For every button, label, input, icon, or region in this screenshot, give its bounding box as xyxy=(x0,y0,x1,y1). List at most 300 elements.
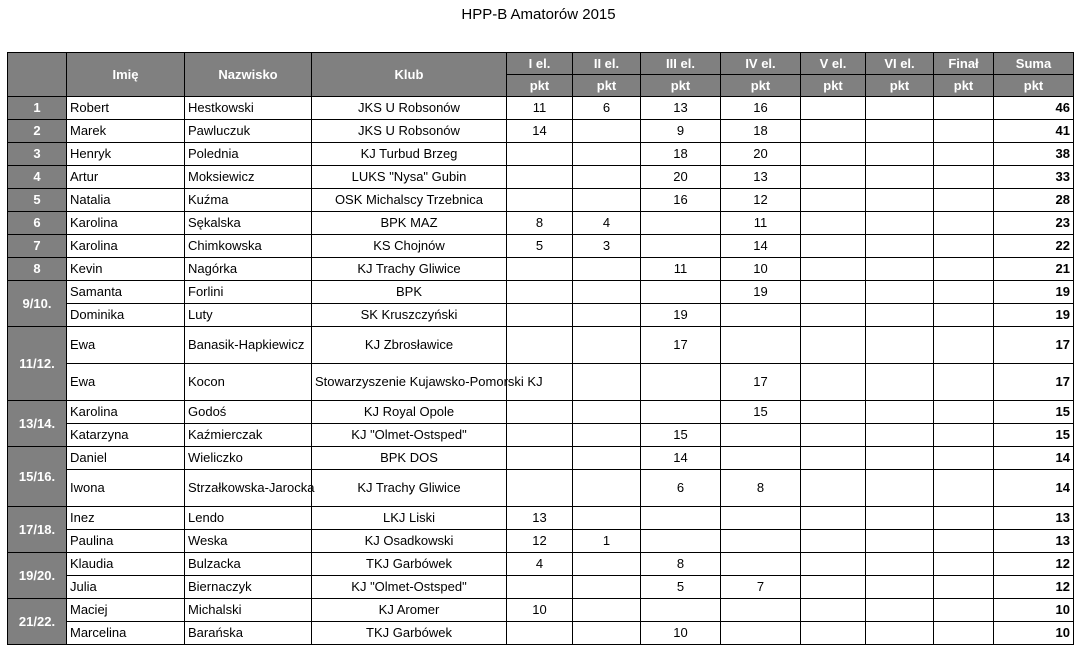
klub-cell: KJ Turbud Brzeg xyxy=(312,143,507,166)
e4-cell: 17 xyxy=(721,364,801,401)
empty-cell xyxy=(801,530,866,553)
e1-cell xyxy=(507,166,573,189)
empty-cell xyxy=(801,401,866,424)
rank-cell: 13/14. xyxy=(8,401,67,447)
e4-cell: 18 xyxy=(721,120,801,143)
e4-cell xyxy=(721,553,801,576)
e3-cell: 18 xyxy=(641,143,721,166)
klub-cell: BPK xyxy=(312,281,507,304)
e2-cell xyxy=(573,258,641,281)
e4-cell: 11 xyxy=(721,212,801,235)
e2-cell: 6 xyxy=(573,97,641,120)
header-pkt: pkt xyxy=(507,75,573,97)
imie-cell: Robert xyxy=(67,97,185,120)
e2-cell xyxy=(573,553,641,576)
e2-cell xyxy=(573,424,641,447)
imie-cell: Kevin xyxy=(67,258,185,281)
e3-cell: 11 xyxy=(641,258,721,281)
suma-cell: 46 xyxy=(994,97,1074,120)
empty-cell xyxy=(801,599,866,622)
empty-cell xyxy=(801,189,866,212)
imie-cell: Dominika xyxy=(67,304,185,327)
klub-cell: KS Chojnów xyxy=(312,235,507,258)
table-row xyxy=(8,327,1074,364)
header-e6: VI el. xyxy=(866,53,934,75)
klub-cell: KJ Royal Opole xyxy=(312,401,507,424)
header-final: Finał xyxy=(934,53,994,75)
rank-cell: 6 xyxy=(8,212,67,235)
imie-cell: Marek xyxy=(67,120,185,143)
e4-cell: 14 xyxy=(721,235,801,258)
e3-cell xyxy=(641,530,721,553)
empty-cell xyxy=(801,235,866,258)
table-row xyxy=(8,166,1074,189)
e3-cell: 17 xyxy=(641,327,721,364)
empty-cell xyxy=(866,212,934,235)
header-nazwisko: Nazwisko xyxy=(185,53,312,97)
imie-cell: Artur xyxy=(67,166,185,189)
e3-cell: 5 xyxy=(641,576,721,599)
empty-cell xyxy=(801,424,866,447)
nazwisko-cell: Polednia xyxy=(185,143,312,166)
empty-cell xyxy=(801,212,866,235)
e1-cell xyxy=(507,258,573,281)
e1-cell xyxy=(507,470,573,507)
empty-cell xyxy=(934,258,994,281)
e4-cell xyxy=(721,447,801,470)
suma-cell: 23 xyxy=(994,212,1074,235)
e3-cell xyxy=(641,235,721,258)
header-rank xyxy=(8,53,67,97)
empty-cell xyxy=(934,530,994,553)
table-row xyxy=(8,97,1074,120)
nazwisko-cell: Hestkowski xyxy=(185,97,312,120)
empty-cell xyxy=(934,189,994,212)
header-pkt: pkt xyxy=(641,75,721,97)
table-row xyxy=(8,212,1074,235)
nazwisko-cell: Kaźmierczak xyxy=(185,424,312,447)
klub-cell: OSK Michalscy Trzebnica xyxy=(312,189,507,212)
empty-cell xyxy=(934,304,994,327)
empty-cell xyxy=(866,447,934,470)
results-table xyxy=(7,52,1074,645)
e3-cell: 14 xyxy=(641,447,721,470)
e3-cell: 15 xyxy=(641,424,721,447)
e2-cell xyxy=(573,576,641,599)
suma-cell: 10 xyxy=(994,599,1074,622)
klub-cell: KJ Aromer xyxy=(312,599,507,622)
header-pkt: pkt xyxy=(573,75,641,97)
e2-cell: 4 xyxy=(573,212,641,235)
table-row xyxy=(8,304,1074,327)
empty-cell xyxy=(866,143,934,166)
e4-cell: 16 xyxy=(721,97,801,120)
e2-cell xyxy=(573,120,641,143)
empty-cell xyxy=(934,507,994,530)
imie-cell: Maciej xyxy=(67,599,185,622)
empty-cell xyxy=(801,576,866,599)
table-row xyxy=(8,507,1074,530)
table-row xyxy=(8,447,1074,470)
header-pkt: pkt xyxy=(721,75,801,97)
empty-cell xyxy=(934,212,994,235)
empty-cell xyxy=(934,576,994,599)
e1-cell: 13 xyxy=(507,507,573,530)
e3-cell: 6 xyxy=(641,470,721,507)
nazwisko-cell: Moksiewicz xyxy=(185,166,312,189)
empty-cell xyxy=(934,401,994,424)
imie-cell: Katarzyna xyxy=(67,424,185,447)
e1-cell: 5 xyxy=(507,235,573,258)
suma-cell: 41 xyxy=(994,120,1074,143)
empty-cell xyxy=(866,364,934,401)
header-pkt: pkt xyxy=(801,75,866,97)
empty-cell xyxy=(866,281,934,304)
empty-cell xyxy=(801,447,866,470)
imie-cell: Karolina xyxy=(67,401,185,424)
suma-cell: 14 xyxy=(994,447,1074,470)
table-row xyxy=(8,424,1074,447)
empty-cell xyxy=(866,258,934,281)
nazwisko-cell: Lendo xyxy=(185,507,312,530)
e1-cell: 4 xyxy=(507,553,573,576)
e2-cell xyxy=(573,599,641,622)
table-row xyxy=(8,576,1074,599)
klub-cell: SK Kruszczyński xyxy=(312,304,507,327)
header-pkt: pkt xyxy=(994,75,1074,97)
rank-cell: 7 xyxy=(8,235,67,258)
empty-cell xyxy=(866,97,934,120)
suma-cell: 21 xyxy=(994,258,1074,281)
nazwisko-cell: Strzałkowska-Jarocka xyxy=(185,470,312,507)
empty-cell xyxy=(934,622,994,645)
table-row xyxy=(8,401,1074,424)
empty-cell xyxy=(801,364,866,401)
nazwisko-cell: Banasik-Hapkiewicz xyxy=(185,327,312,364)
e1-cell xyxy=(507,447,573,470)
klub-cell: BPK DOS xyxy=(312,447,507,470)
table-row xyxy=(8,235,1074,258)
table-row xyxy=(8,470,1074,507)
suma-cell: 22 xyxy=(994,235,1074,258)
header-suma: Suma xyxy=(994,53,1074,75)
empty-cell xyxy=(934,364,994,401)
rank-cell: 5 xyxy=(8,189,67,212)
e2-cell xyxy=(573,327,641,364)
rank-cell: 8 xyxy=(8,258,67,281)
empty-cell xyxy=(934,553,994,576)
nazwisko-cell: Forlini xyxy=(185,281,312,304)
e3-cell xyxy=(641,401,721,424)
imie-cell: Julia xyxy=(67,576,185,599)
empty-cell xyxy=(934,143,994,166)
klub-cell: Stowarzyszenie Kujawsko-Pomorski KJ xyxy=(312,364,507,401)
rank-cell: 9/10. xyxy=(8,281,67,327)
suma-cell: 12 xyxy=(994,576,1074,599)
e1-cell xyxy=(507,327,573,364)
empty-cell xyxy=(866,622,934,645)
e4-cell: 13 xyxy=(721,166,801,189)
empty-cell xyxy=(934,97,994,120)
empty-cell xyxy=(934,447,994,470)
e1-cell: 11 xyxy=(507,97,573,120)
empty-cell xyxy=(934,424,994,447)
e1-cell: 8 xyxy=(507,212,573,235)
e2-cell: 1 xyxy=(573,530,641,553)
e1-cell xyxy=(507,424,573,447)
klub-cell: KJ "Olmet-Ostsped" xyxy=(312,424,507,447)
suma-cell: 12 xyxy=(994,553,1074,576)
suma-cell: 10 xyxy=(994,622,1074,645)
rank-cell: 4 xyxy=(8,166,67,189)
empty-cell xyxy=(801,470,866,507)
suma-cell: 15 xyxy=(994,424,1074,447)
suma-cell: 38 xyxy=(994,143,1074,166)
klub-cell: BPK MAZ xyxy=(312,212,507,235)
e2-cell xyxy=(573,304,641,327)
empty-cell xyxy=(866,530,934,553)
rank-cell: 2 xyxy=(8,120,67,143)
empty-cell xyxy=(866,120,934,143)
e4-cell: 20 xyxy=(721,143,801,166)
e3-cell: 13 xyxy=(641,97,721,120)
klub-cell: KJ Trachy Gliwice xyxy=(312,258,507,281)
e4-cell xyxy=(721,304,801,327)
e2-cell xyxy=(573,166,641,189)
e3-cell: 19 xyxy=(641,304,721,327)
header-klub: Klub xyxy=(312,53,507,97)
imie-cell: Ewa xyxy=(67,327,185,364)
header-e5: V el. xyxy=(801,53,866,75)
table-row xyxy=(8,599,1074,622)
table-row xyxy=(8,553,1074,576)
empty-cell xyxy=(801,97,866,120)
imie-cell: Daniel xyxy=(67,447,185,470)
e3-cell: 10 xyxy=(641,622,721,645)
suma-cell: 28 xyxy=(994,189,1074,212)
e1-cell: 10 xyxy=(507,599,573,622)
nazwisko-cell: Weska xyxy=(185,530,312,553)
empty-cell xyxy=(934,166,994,189)
klub-cell: KJ "Olmet-Ostsped" xyxy=(312,576,507,599)
e3-cell xyxy=(641,599,721,622)
empty-cell xyxy=(801,622,866,645)
rank-cell: 19/20. xyxy=(8,553,67,599)
table-row xyxy=(8,530,1074,553)
e4-cell: 15 xyxy=(721,401,801,424)
e4-cell: 7 xyxy=(721,576,801,599)
e2-cell xyxy=(573,143,641,166)
e2-cell xyxy=(573,364,641,401)
e4-cell xyxy=(721,530,801,553)
nazwisko-cell: Kocon xyxy=(185,364,312,401)
e3-cell xyxy=(641,212,721,235)
rank-cell: 17/18. xyxy=(8,507,67,553)
nazwisko-cell: Bulzacka xyxy=(185,553,312,576)
empty-cell xyxy=(934,120,994,143)
table-row xyxy=(8,189,1074,212)
imie-cell: Samanta xyxy=(67,281,185,304)
klub-cell: KJ Trachy Gliwice xyxy=(312,470,507,507)
empty-cell xyxy=(934,327,994,364)
e1-cell: 14 xyxy=(507,120,573,143)
suma-cell: 33 xyxy=(994,166,1074,189)
imie-cell: Karolina xyxy=(67,212,185,235)
suma-cell: 13 xyxy=(994,507,1074,530)
empty-cell xyxy=(866,553,934,576)
nazwisko-cell: Godoś xyxy=(185,401,312,424)
klub-cell: JKS U Robsonów xyxy=(312,97,507,120)
imie-cell: Marcelina xyxy=(67,622,185,645)
nazwisko-cell: Chimkowska xyxy=(185,235,312,258)
e1-cell xyxy=(507,189,573,212)
e2-cell xyxy=(573,622,641,645)
e3-cell: 16 xyxy=(641,189,721,212)
empty-cell xyxy=(866,576,934,599)
empty-cell xyxy=(934,470,994,507)
table-row xyxy=(8,143,1074,166)
e3-cell: 8 xyxy=(641,553,721,576)
table-row xyxy=(8,364,1074,401)
e3-cell xyxy=(641,281,721,304)
e2-cell xyxy=(573,189,641,212)
header-e3: III el. xyxy=(641,53,721,75)
nazwisko-cell: Wieliczko xyxy=(185,447,312,470)
e4-cell: 10 xyxy=(721,258,801,281)
suma-cell: 13 xyxy=(994,530,1074,553)
e4-cell: 12 xyxy=(721,189,801,212)
e4-cell xyxy=(721,599,801,622)
empty-cell xyxy=(866,235,934,258)
e1-cell xyxy=(507,304,573,327)
e2-cell xyxy=(573,401,641,424)
empty-cell xyxy=(801,327,866,364)
klub-cell: LKJ Liski xyxy=(312,507,507,530)
header-imie: Imię xyxy=(67,53,185,97)
rank-cell: 21/22. xyxy=(8,599,67,645)
empty-cell xyxy=(801,166,866,189)
suma-cell: 19 xyxy=(994,304,1074,327)
suma-cell: 17 xyxy=(994,364,1074,401)
e2-cell: 3 xyxy=(573,235,641,258)
empty-cell xyxy=(934,281,994,304)
imie-cell: Klaudia xyxy=(67,553,185,576)
klub-cell: KJ Zbrosławice xyxy=(312,327,507,364)
klub-cell: KJ Osadkowski xyxy=(312,530,507,553)
results-body xyxy=(8,97,1074,645)
table-row xyxy=(8,281,1074,304)
e4-cell xyxy=(721,622,801,645)
empty-cell xyxy=(934,599,994,622)
e2-cell xyxy=(573,507,641,530)
empty-cell xyxy=(801,304,866,327)
e4-cell: 8 xyxy=(721,470,801,507)
e2-cell xyxy=(573,447,641,470)
empty-cell xyxy=(866,401,934,424)
empty-cell xyxy=(801,258,866,281)
rank-cell: 15/16. xyxy=(8,447,67,507)
suma-cell: 19 xyxy=(994,281,1074,304)
empty-cell xyxy=(866,166,934,189)
klub-cell: LUKS "Nysa" Gubin xyxy=(312,166,507,189)
empty-cell xyxy=(801,120,866,143)
imie-cell: Karolina xyxy=(67,235,185,258)
e1-cell xyxy=(507,622,573,645)
e4-cell xyxy=(721,327,801,364)
rank-cell: 1 xyxy=(8,97,67,120)
header-e2: II el. xyxy=(573,53,641,75)
e4-cell: 19 xyxy=(721,281,801,304)
header-e4: IV el. xyxy=(721,53,801,75)
e1-cell xyxy=(507,143,573,166)
empty-cell xyxy=(866,189,934,212)
table-row xyxy=(8,622,1074,645)
empty-cell xyxy=(866,424,934,447)
klub-cell: TKJ Garbówek xyxy=(312,553,507,576)
imie-cell: Ewa xyxy=(67,364,185,401)
e1-cell xyxy=(507,281,573,304)
empty-cell xyxy=(866,470,934,507)
empty-cell xyxy=(866,327,934,364)
suma-cell: 15 xyxy=(994,401,1074,424)
empty-cell xyxy=(801,553,866,576)
e3-cell xyxy=(641,364,721,401)
e3-cell: 9 xyxy=(641,120,721,143)
nazwisko-cell: Luty xyxy=(185,304,312,327)
header-e1: I el. xyxy=(507,53,573,75)
e1-cell xyxy=(507,401,573,424)
suma-cell: 14 xyxy=(994,470,1074,507)
nazwisko-cell: Barańska xyxy=(185,622,312,645)
e3-cell: 20 xyxy=(641,166,721,189)
e1-cell: 12 xyxy=(507,530,573,553)
empty-cell xyxy=(866,599,934,622)
empty-cell xyxy=(934,235,994,258)
imie-cell: Natalia xyxy=(67,189,185,212)
rank-cell: 11/12. xyxy=(8,327,67,401)
nazwisko-cell: Nagórka xyxy=(185,258,312,281)
nazwisko-cell: Pawluczuk xyxy=(185,120,312,143)
klub-cell: TKJ Garbówek xyxy=(312,622,507,645)
imie-cell: Iwona xyxy=(67,470,185,507)
rank-cell: 3 xyxy=(8,143,67,166)
nazwisko-cell: Biernaczyk xyxy=(185,576,312,599)
empty-cell xyxy=(801,143,866,166)
e2-cell xyxy=(573,281,641,304)
nazwisko-cell: Sękalska xyxy=(185,212,312,235)
nazwisko-cell: Michalski xyxy=(185,599,312,622)
imie-cell: Paulina xyxy=(67,530,185,553)
page-title: HPP-B Amatorów 2015 xyxy=(461,6,616,23)
empty-cell xyxy=(801,281,866,304)
klub-cell: JKS U Robsonów xyxy=(312,120,507,143)
table-row xyxy=(8,258,1074,281)
e3-cell xyxy=(641,507,721,530)
empty-cell xyxy=(866,304,934,327)
empty-cell xyxy=(866,507,934,530)
header-pkt: pkt xyxy=(934,75,994,97)
e4-cell xyxy=(721,424,801,447)
e1-cell xyxy=(507,576,573,599)
imie-cell: Inez xyxy=(67,507,185,530)
e2-cell xyxy=(573,470,641,507)
suma-cell: 17 xyxy=(994,327,1074,364)
e4-cell xyxy=(721,507,801,530)
header-pkt: pkt xyxy=(866,75,934,97)
empty-cell xyxy=(801,507,866,530)
nazwisko-cell: Kuźma xyxy=(185,189,312,212)
table-row xyxy=(8,120,1074,143)
